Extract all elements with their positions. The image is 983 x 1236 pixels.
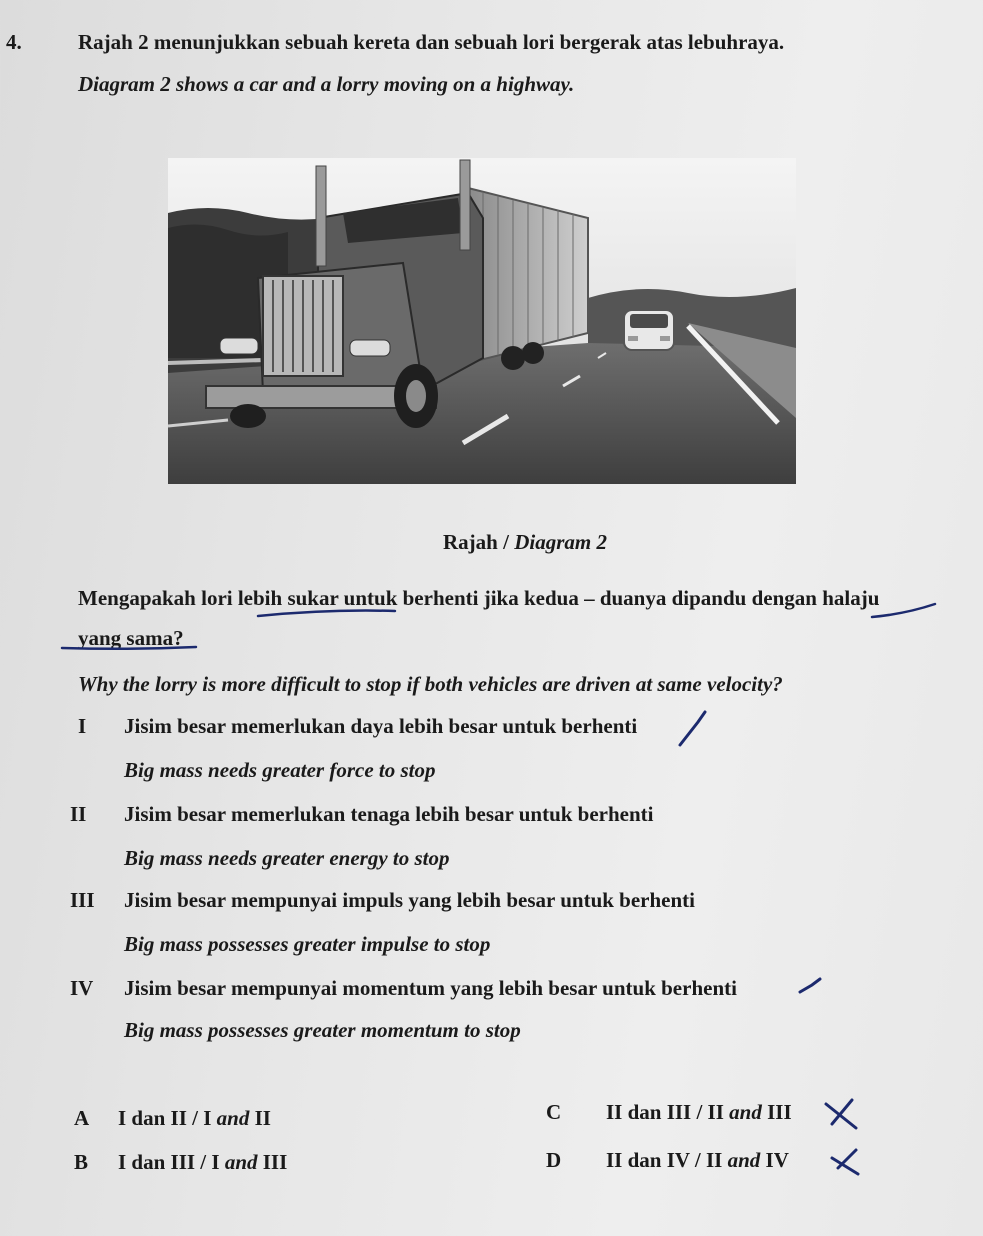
statement-iii-numeral: III [70, 888, 95, 912]
statement-ii-english: Big mass needs greater energy to stop [124, 846, 450, 870]
statement-ii-numeral: II [70, 802, 87, 826]
prompt-malay-line2: yang sama? [78, 626, 184, 650]
option-c-letter[interactable]: C [546, 1100, 562, 1124]
option-d-tail: IV [760, 1148, 789, 1172]
option-a-letter[interactable]: A [74, 1106, 90, 1130]
tick-mark-icon [800, 979, 820, 992]
option-a-tail: II [249, 1106, 271, 1130]
tick-mark-icon [680, 712, 705, 745]
statement-ii-malay: Jisim besar memerlukan tenaga lebih besar untuk berhenti [124, 802, 654, 826]
option-a-and: and [216, 1106, 250, 1130]
question-number: 4. [6, 30, 22, 54]
option-b-main: I dan III / I [118, 1150, 225, 1174]
cross-mark-icon [832, 1150, 858, 1174]
cross-mark-icon [826, 1100, 856, 1128]
option-b-tail: III [257, 1150, 288, 1174]
option-a-main: I dan II / I [118, 1106, 217, 1130]
statement-iv-numeral: IV [70, 976, 94, 1000]
figure-caption-english: Diagram 2 [514, 530, 607, 554]
prompt-english: Why the lorry is more difficult to stop if both vehicles are driven at same velocity? [78, 672, 783, 696]
figure-caption-malay: Rajah / [443, 530, 515, 554]
option-c-and: and [729, 1100, 762, 1124]
statement-i-malay: Jisim besar memerlukan daya lebih besar untuk berhenti [124, 714, 638, 738]
option-d-main: II dan IV / II [606, 1148, 728, 1172]
statement-iv-english: Big mass possesses greater momentum to stop [124, 1018, 521, 1042]
statement-iii-malay: Jisim besar mempunyai impuls yang lebih besar untuk berhenti [124, 888, 695, 912]
statement-iv-malay: Jisim besar mempunyai momentum yang lebih besar untuk berhenti [124, 976, 737, 1000]
statement-i-numeral: I [78, 714, 87, 738]
statement-iii-english: Big mass possesses greater impulse to stop [124, 932, 491, 956]
option-c-main: II dan III / II [606, 1100, 730, 1124]
option-b-and: and [224, 1150, 258, 1174]
question-text-malay: Rajah 2 menunjukkan sebuah kereta dan sebuah lori bergerak atas lebuhraya. [78, 30, 785, 54]
option-b-letter[interactable]: B [74, 1150, 89, 1174]
statement-i-english: Big mass needs greater force to stop [124, 758, 436, 782]
underline-mark [62, 647, 196, 649]
underline-mark [258, 611, 395, 616]
question-text-english: Diagram 2 shows a car and a lorry moving on a highway. [78, 72, 575, 96]
option-c-tail: III [761, 1100, 792, 1124]
prompt-malay-line1: Mengapakah lori lebih sukar untuk berhenti jika kedua – duanya dipandu dengan halaju [78, 586, 880, 610]
option-d-and: and [727, 1148, 761, 1172]
option-d-letter[interactable]: D [546, 1148, 562, 1172]
underline-mark [872, 604, 935, 617]
